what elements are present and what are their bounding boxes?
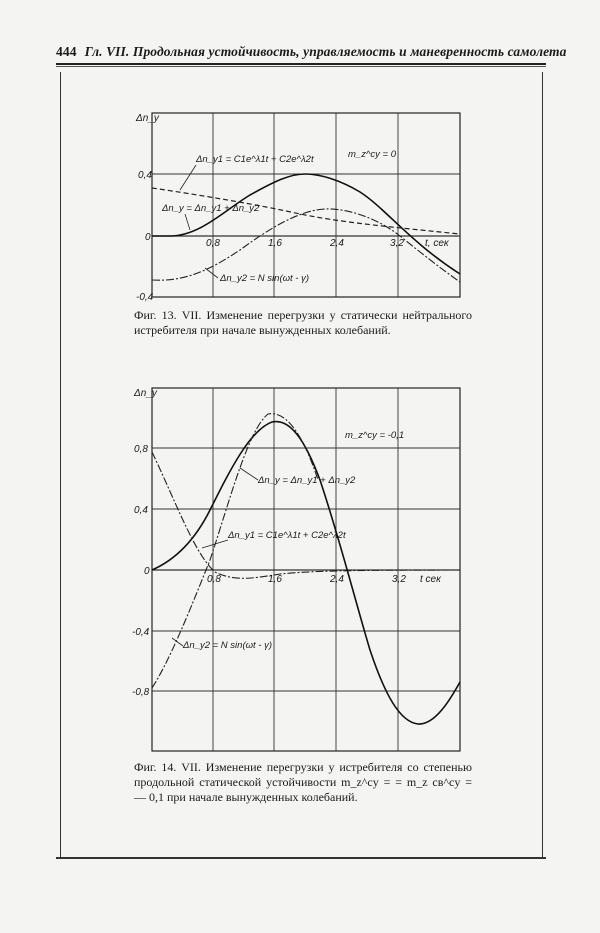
fig13-ylabel: Δn_y <box>136 113 159 124</box>
fig13-ann-sum: Δn_y = Δn_y1 + Δn_y2 <box>162 203 260 214</box>
fig13-ytick: 0,4 <box>138 170 152 181</box>
fig14-condition: m_z^cy = -0,1 <box>345 430 405 441</box>
running-title: Гл. VII. Продольная устойчивость, управляемость и маневренность самолета <box>84 44 567 59</box>
fig14-ytick: -0,8 <box>132 687 150 698</box>
fig14-xtick: 0,8 <box>207 574 221 585</box>
fig14-ann-leader <box>172 638 183 646</box>
fig14-ann-leader <box>240 468 258 480</box>
fig14-ytick: 0,8 <box>134 444 148 455</box>
fig14-ann-sum: Δn_y = Δn_y1 + Δn_y2 <box>258 475 356 486</box>
fig13-xtick: 3,2 <box>390 238 404 249</box>
fig13-ann-leader <box>180 165 196 190</box>
fig13-ann-leader <box>185 214 190 230</box>
fig13-xlabel: t, сек <box>425 238 449 249</box>
fig13-xtick: 0,8 <box>206 238 220 249</box>
fig14-curve-exponential <box>152 452 460 578</box>
figure-14 <box>132 388 460 751</box>
fig13-xtick: 2,4 <box>330 238 344 249</box>
fig13-ann-sinusoid: Δn_y2 = N sin(ωt - γ) <box>220 273 310 284</box>
page-number: 444 <box>56 44 77 59</box>
fig14-curve-total <box>152 422 460 724</box>
fig14-ytick: -0,4 <box>132 627 150 638</box>
fig13-ytick: -0,4 <box>136 292 154 303</box>
fig14-ann-exponential: Δn_y1 = C1e^λ1t + C2e^λ2t <box>228 530 346 541</box>
fig14-xtick: 3,2 <box>392 574 406 585</box>
figure-13 <box>135 113 460 303</box>
figure-14-caption: Фиг. 14. VII. Изменение перегрузки у истребителя со степенью продольной статической устойчивости m_z^cy = = m_z св^cy = — 0,1 при начале вынужденных колебаний. <box>134 760 472 804</box>
fig13-curve-sinusoid <box>152 209 460 282</box>
fig13-ytick: 0 <box>145 232 151 243</box>
fig14-ann-leader <box>202 540 228 548</box>
fig14-ann-sinusoid: Δn_y2 = N sin(ωt - γ) <box>183 640 273 651</box>
fig13-ann-exponential: Δn_y1 = C1e^λ1t + C2e^λ2t <box>196 154 314 165</box>
fig14-ylabel: Δn_y <box>134 388 157 399</box>
figure-13-caption: Фиг. 13. VII. Изменение перегрузки у статически нейтрального истребителя при начале вынужденных колебаний. <box>134 308 472 337</box>
fig14-xlabel: t сек <box>420 574 441 585</box>
fig14-ytick: 0 <box>144 566 150 577</box>
fig13-xtick: 1,6 <box>268 238 282 249</box>
fig13-ann-leader <box>205 268 218 278</box>
fig13-curve-total <box>152 174 460 274</box>
fig14-ytick: 0,4 <box>134 505 148 516</box>
fig14-xtick: 1,6 <box>268 574 282 585</box>
fig14-xtick: 2,4 <box>330 574 344 585</box>
fig13-condition: m_z^cy = 0 <box>348 149 397 160</box>
